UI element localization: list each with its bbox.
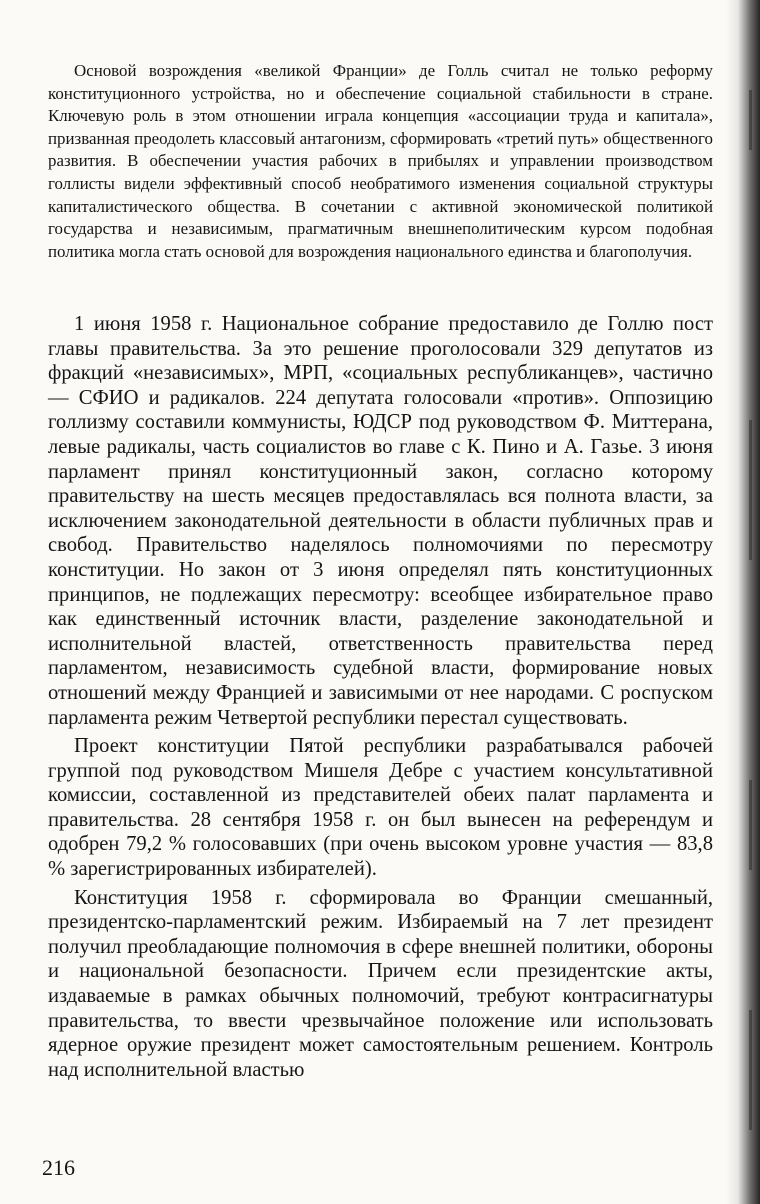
- scan-speck: [749, 420, 752, 560]
- scan-speck: [749, 780, 752, 870]
- main-text-block: [48, 312, 713, 1082]
- scan-speck: [749, 90, 752, 150]
- paragraph-june-1958: 1 июня 1958 г. Национальное собрание предоставило де Голлю пост главы правительства. За это решение проголосовали 329 депутатов из фракций «независимых», МРП, «социальных республиканцев», частично — СФИО и радикалов. 224 депутата голосовали «против». Оппозицию голлизму составили коммунисты, ЮДСР под руководством Ф. Миттерана, левые радикалы, часть социалистов во главе с К. Пино и А. Газье. 3 июня парламент принял конституционный закон, согласно которому правительству на шесть месяцев предоставлялась вся полнота власти, за исключением законодательной деятельности в области публичных прав и свобод. Правительство наделялось полномочиями по пересмотру конституции. Но закон от 3 июня определял пять конституционных принципов, не подлежащих пересмотру: всеобщее избирательное право как единственный источник власти, разделение законодательной и исполнительной властей, ответственность правительства перед парламентом, независимость судебной власти, формирование новых отношений между Францией и зависимыми от нее народами. С роспуском парламента режим Четвертой республики перестал существовать.: [48, 313, 713, 729]
- intro-text-block: [48, 60, 713, 263]
- paragraph-de-gaulle-social-policy: Основой возрождения «великой Франции» де Голль считал не только реформу конституционного устройства, но и обеспечение социальной стабильности в стране. Ключевую роль в этом отношении играла концепция «ассоциации труда и капитала», призванная преодолеть классовый антагонизм, сформировать «третий путь» общественного развития. В обеспечении участия рабочих в прибылях и управлении производством голлисты видели эффективный способ необратимого изменения социальной структуры капиталистического общества. В сочетании с активной экономической политикой государства и независимым, прагматичным внешнеполитическим курсом подобная политика могла стать основой для возрождения национального единства и благополучия.: [48, 61, 713, 261]
- paragraph-constitution-1958: Конституция 1958 г. сформировала во Франции смешанный, президентско-парламентский режим. Избираемый на 7 лет президент получил преобладающие полномочия в сфере внешней политики, обороны и национальной безопасности. Причем если президентские акты, издаваемые в рамках обычных полномочий, требуют контрасигнатуры правительства, то ввести чрезвычайное положение или использовать ядерное оружие президент может самостоятельным решением. Контроль над исполнительной властью: [48, 886, 713, 1081]
- page-number: 216: [42, 1155, 75, 1180]
- scan-edge-shadow: [726, 0, 760, 1204]
- scan-speck: [749, 1010, 752, 1130]
- paragraph-constitution-draft: Проект конституции Пятой республики разрабатывался рабочей группой под руководством Мишеля Дебре с участием консультативной комиссии, составленной из представителей обеих палат парламента и правительства. 28 сентября 1958 г. он был вынесен на референдум и одобрен 79,2 % голосовавших (при очень высоком уровне участия — 83,8 % зарегистрированных избирателей).: [48, 735, 713, 881]
